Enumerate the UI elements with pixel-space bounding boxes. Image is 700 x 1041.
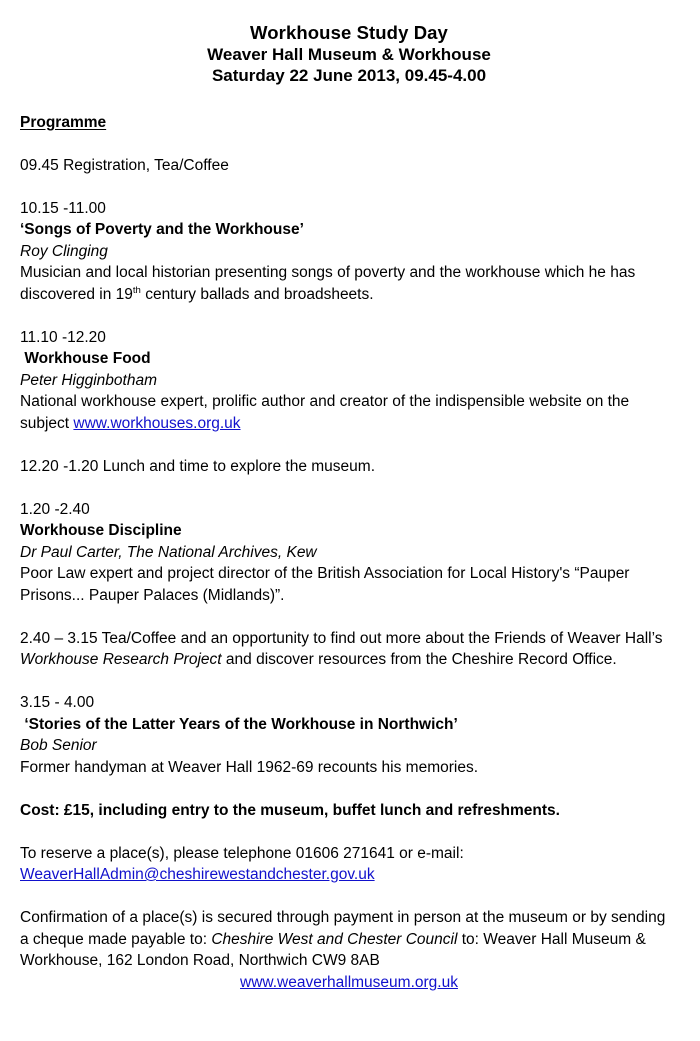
spacer	[20, 671, 678, 693]
reservation-email-line	[20, 864, 678, 886]
payee-name: Cheshire West and Chester Council	[211, 930, 458, 948]
session-1-time: 10.15 -11.00	[20, 199, 106, 217]
session-4-time: 3.15 - 4.00	[20, 694, 95, 711]
session-1-desc-part2: century ballads and broadsheets.	[140, 285, 374, 303]
ordinal-suffix: th	[132, 284, 141, 296]
document-subtitle-date: Saturday 22 June 2013, 09.45-4.00	[211, 66, 487, 85]
entry-registration: 09.45 Registration, Tea/Coffee	[20, 156, 229, 174]
session-2-speaker: Peter Higginbotham	[20, 371, 157, 389]
entry-lunch: 12.20 -1.20 Lunch and time to explore the museum.	[20, 457, 375, 475]
session-4-title: ‘Stories of the Latter Years of the Workhouse in Northwich’	[20, 715, 458, 733]
spacer	[20, 821, 678, 843]
break-part2: and discover resources from the Cheshire Record Office.	[221, 651, 617, 668]
confirmation-part2: to: Weaver Hall Museum & Workhouse, 162 London Road, Northwich CW9 8AB	[20, 930, 651, 969]
entry-afternoon-break	[20, 628, 678, 671]
museum-website-line	[20, 972, 678, 994]
session-1-speaker: Roy Clinging	[20, 242, 108, 260]
spacer	[20, 133, 678, 155]
spacer	[20, 778, 678, 800]
spacer	[20, 886, 678, 908]
programme-heading: Programme	[20, 113, 107, 131]
cost-line: Cost: £15, including entry to the museum, buffet lunch and refreshments.	[20, 801, 560, 819]
confirmation-part1: Confirmation of a place(s) is secured through payment in person at the museum or by sending a cheque made payable to:	[20, 909, 670, 948]
session-3-description: Poor Law expert and project director of the British Association for Local History's “Pauper Prisons... Pauper Palaces (Midlands)”.	[20, 565, 634, 604]
session-1-desc-part1: Musician and local historian presenting songs of poverty and the workhouse which he has discovered in 19	[20, 264, 640, 303]
session-1-description	[20, 262, 678, 305]
reservation-block	[20, 843, 678, 886]
weaverhallmuseum-website-link[interactable]: www.weaverhallmuseum.org.uk	[240, 973, 458, 991]
workhouse-research-project-title: Workhouse Research Project	[20, 651, 222, 668]
spacer	[20, 305, 678, 327]
session-2-desc-text: National workhouse expert, prolific author and creator of the indispensible website on the subject	[20, 393, 634, 432]
session-3-speaker: Dr Paul Carter, The National Archives, Kew	[20, 543, 317, 561]
document-title: Workhouse Study Day	[250, 22, 448, 43]
confirmation-text	[20, 907, 678, 972]
session-1-title: ‘Songs of Poverty and the Workhouse’	[20, 221, 304, 238]
spacer	[20, 176, 678, 198]
spacer	[20, 434, 678, 456]
reservation-instructions: To reserve a place(s), please telephone 01606 271641 or e-mail:	[20, 844, 464, 862]
document-subtitle-venue: Weaver Hall Museum & Workhouse	[207, 44, 491, 64]
session-2-title: Workhouse Food	[20, 350, 151, 367]
session-2	[20, 327, 678, 435]
spacer	[20, 477, 678, 499]
session-4	[20, 692, 678, 778]
session-1	[20, 198, 678, 306]
session-3-title: Workhouse Discipline	[20, 522, 182, 539]
session-2-description	[20, 391, 678, 434]
session-2-time: 11.10 -12.20	[20, 328, 106, 346]
admin-email-link[interactable]: WeaverHallAdmin@cheshirewestandchester.gov.uk	[20, 866, 375, 883]
spacer	[20, 606, 678, 628]
session-4-description: Former handyman at Weaver Hall 1962-69 recounts his memories.	[20, 758, 479, 776]
workhouses-website-link[interactable]: www.workhouses.org.uk	[73, 414, 241, 432]
document-title-block	[20, 22, 678, 87]
programme-heading-wrap	[20, 112, 678, 134]
confirmation-block	[20, 907, 678, 993]
break-part1: 2.40 – 3.15 Tea/Coffee and an opportunity to find out more about the Friends of Weaver Hall’s	[20, 629, 667, 647]
session-3-time: 1.20 -2.40	[20, 500, 90, 518]
session-3	[20, 499, 678, 607]
session-4-speaker: Bob Senior	[20, 737, 97, 754]
